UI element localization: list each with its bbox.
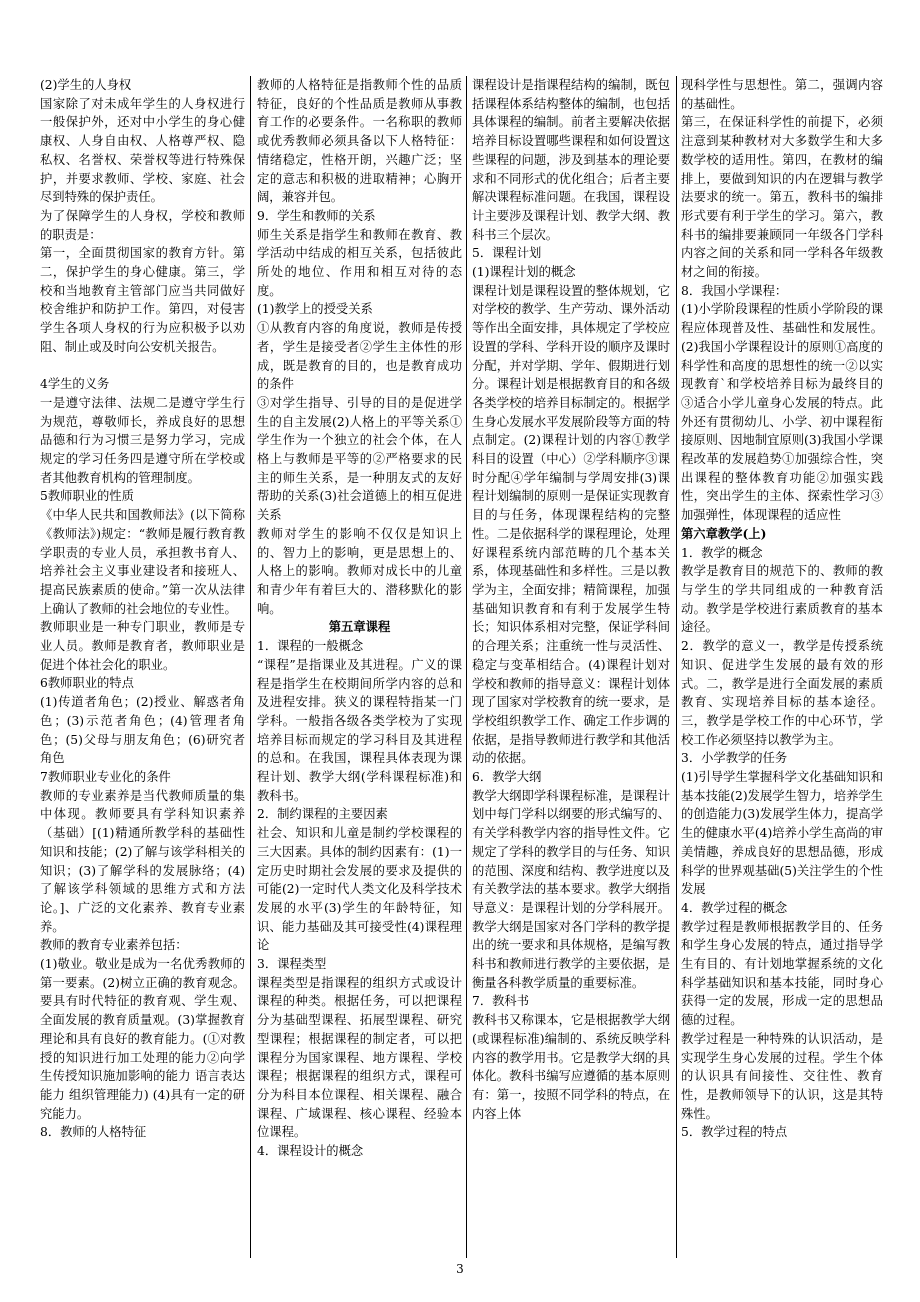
- text-paragraph: 7教师职业专业化的条件: [40, 770, 171, 784]
- text-paragraph: 课程设计是指课程结构的编制，既包括课程体系结构整体的编制，也包括具体课程的编制。前者主要解决依据培养目标设置哪些课程和如何设置这些课程的问题，涉及到基本的理论要求和不同形式的优化组合；后者主要解决课程标准问题。在我国，课程设计主要涉及课程计划、教学大纲、教科书三个层次。: [472, 78, 670, 242]
- blank-line: [40, 357, 245, 376]
- text-paragraph: 教师的专业素养是当代教师质量的集中体现。教师要具有学科知识素养（基础）[(1)精通所教学科的基础性知识和技能；(2)了解与该学科相关的知识；(3)了解学科的发展脉络；(4)了解该学科领域的思维方式和方法论。]、广泛的文化素养、教育专业素养。: [40, 788, 245, 934]
- text-paragraph: 教学是教育目的规范下的、教师的教与学生的学共同组成的一种教育活动。教学是学校进行素质教育的基本途径。: [681, 564, 883, 635]
- text-paragraph: 《中华人民共和国教师法》(以下简称《教师法》)规定：“教师是履行教育教学职责的专业人员，承担教书育人、培养社会主义事业建设者和接班人、提高民族素质的使命。”第一次从法律上确认了教师的社会地位的专业性。: [40, 508, 245, 616]
- text-paragraph: 课程计划是课程设置的整体规划，它对学校的教学、生产劳动、课外活动等作出全面安排，具体规定了学校应设置的学科、学科开设的顺序及课时分配，并对学期、学年、假期进行划分。课程计划是根据教育目的和各级各类学校的培养目标制定的。根据学生身心发展水平发展阶段等方面的特点制定。(2)课程计划的内容①教学科目的设置（中心）②学科顺序③课时分配④学年编制与学周安排(3)课程计划编制的原则一是保证实现教育目的与任务，体现课程结构的完整性。二是依据科学的课程理论，处理好课程系统内部范畴的几个基本关系，体现基础性和多样性。三是以教学为主，全面安排；精简课程，加强基础知识教育和有利于发展学生特长；知识体系相对完整，保证学科间的合理关系；注重统一性与灵活性、稳定与变革相结合。(4)课程计划对学校和教师的指导意义：课程计划体现了国家对学校教育的统一要求，是学校组织教学工作、确定工作步调的依据，是指导教师进行教学和其他活动的依据。: [472, 283, 670, 766]
- column-divider: [466, 76, 467, 1258]
- text-paragraph: 第一，全面贯彻国家的教育方针。第二，保护学生的身心健康。第三，学校和当地教育主管部门应当共同做好校舍维护和防护工作。第四，对侵害学生各项人身权的行为应积极予以劝阻、制止或及时向公安机关报告。: [40, 246, 245, 354]
- text-paragraph: 教师的教育专业素养包括：: [40, 938, 188, 953]
- text-paragraph: 7．教科书: [472, 994, 530, 1009]
- text-paragraph: 4．教学过程的概念: [681, 900, 788, 915]
- section-heading: 第六章教学(上): [681, 525, 767, 541]
- text-paragraph: 国家除了对未成年学生的人身权进行一般保护外，还对中小学生的身心健康权、人身自由权、人格尊严权、隐私权、名誉权、荣誉权等进行特殊保护，并要求教师、学校、家庭、社会尽到特殊的保护责任。: [40, 96, 245, 205]
- text-paragraph: (1)小学阶段课程的性质小学阶段的课程应体现普及性、基础性和发展性。(2)我国小学课程设计的原则①高度的科学性和高度的思想性的统一②以实现教育`和学校培养目标为最终目的③适合小学儿童身心发展的特点。此外还有贯彻幼儿、小学、初中课程衔接原则、因地制宜原则(3)我国小学课程改革的发展趋势①加强综合性，突出课程的整体教育功能②加强实践性，突出学生的主体、探索性学习③加强弹性，体现课程的适应性: [681, 302, 883, 523]
- text-paragraph: 6．教学大纲: [472, 770, 542, 785]
- text-paragraph: 5．教学过程的特点: [681, 1125, 788, 1140]
- text-paragraph: 6教师职业的特点: [40, 676, 134, 691]
- text-paragraph: 4．课程设计的概念: [257, 1144, 364, 1159]
- text-paragraph: 课程类型是指课程的组织方式或设计课程的种类。根据任务，可以把课程分为基础型课程、拓展型课程、研究型课程；根据课程的制定者，可以把课程分为国家课程、地方课程、学校课程；根据课程的组织方式，课程可分为科目本位课程、相关课程、融合课程、广域课程、核心课程、经验本位课程。: [257, 975, 462, 1140]
- text-paragraph: (1)教学上的授受关系: [257, 302, 373, 317]
- text-paragraph: 2．教学的意义一，教学是传授系统知识、促进学生发展的最有效的形式。二，教学是进行全面发展的素质教育、实现培养目标的基本途径。三，教学是学校工作的中心环节，学校工作必须坚持以教学为主。: [681, 639, 883, 747]
- text-paragraph: “课程”是指课业及其进程。广义的课程是指学生在校期间所学内容的总和及进程安排。狭义的课程特指某一门学科。一般指各级各类学校为了实现培养目标而规定的学习科目及其进程的总和。在我国，课程具体表现为课程计划、教学大纲(学科课程标准)和教科书。: [257, 657, 462, 803]
- text-paragraph: 8．教师的人格特征: [40, 1125, 147, 1140]
- text-paragraph: (1)课程计划的概念: [472, 265, 576, 280]
- text-paragraph: 教学过程是一种特殊的认识活动，是实现学生身心发展的过程。学生个体的认识具有间接性、交往性、教育性，是教师领导下的认识，这是其特殊性。: [681, 1031, 883, 1121]
- text-paragraph: 为了保障学生的人身权，学校和教师的职责是：: [40, 208, 245, 242]
- page-number: 3: [456, 1262, 464, 1276]
- text-paragraph: 5．课程计划: [472, 246, 542, 261]
- text-paragraph: 3．小学教学的任务: [681, 751, 788, 766]
- text-paragraph: (2)学生的人身权: [40, 78, 132, 92]
- text-paragraph: 5教师职业的性质: [40, 489, 134, 504]
- text-paragraph: ①从教育内容的角度说，教师是传授者，学生是接受者②学生主体性的形成，既是教育的目的，也是教育成功的条件: [257, 321, 462, 392]
- text-column-2: [257, 76, 462, 1254]
- text-paragraph: 社会、知识和儿童是制约学校课程的三大因素。具体的制约因素有：(1)一定历史时期社会发展的要求及提供的可能(2)一定时代人类文化及科学技术发展的水平(3)学生的年龄特征，知识、能力基础及其可接受性(4)课程理论: [257, 826, 462, 953]
- column-divider: [676, 76, 677, 1258]
- text-paragraph: 2．制约课程的主要因素: [257, 807, 388, 822]
- column-divider: [250, 76, 251, 1258]
- text-paragraph: 1．课程的一般概念: [257, 639, 364, 654]
- text-paragraph: 教师职业是一种专门职业，教师是专业人员。教师是教育者，教师职业是促进个体社会化的职业。: [40, 620, 245, 672]
- text-paragraph: (1)引导学生掌握科学文化基础知识和基本技能(2)发展学生智力，培养学生的创造能力(3)发展学生体力，提高学生的健康水平(4)培养小学生高尚的审美情趣，养成良好的思想品德，形成科学的世界观基础(5)关注学生的个性发展: [681, 770, 883, 897]
- text-column-1: [40, 76, 245, 1254]
- text-paragraph: 教学过程是教师根据教学目的、任务和学生身心发展的特点，通过指导学生有目的、有计划地掌握系统的文化科学基础知识和基本技能，同时身心获得一定的发展，形成一定的思想品德的过程。: [681, 919, 883, 1028]
- text-paragraph: 教师对学生的影响不仅仅是知识上的、智力上的影响，更是思想上的、人格上的影响。教师对成长中的儿童和青少年有着巨大的、潜移默化的影响。: [257, 526, 462, 616]
- text-paragraph: 1．教学的概念: [681, 545, 763, 560]
- text-paragraph: 8．我国小学课程：: [681, 283, 788, 298]
- text-paragraph: (1)传道者角色；(2)授业、解惑者角色；(3)示范者角色；(4)管理者角色；(5)父母与朋友角色；(6)研究者角色: [40, 695, 245, 766]
- text-paragraph: 教学大纲即学科课程标准，是课程计划中每门学科以纲要的形式编写的、有关学科教学内容的指导性文件。它规定了学科的教学目的与任务、知识的范围、深度和结构、教学进度以及有关教学法的基本要求。教学大纲指导意义：是课程计划的分学科展开。教学大纲是国家对各门学科的教学提出的统一要求和具体规格，是编写教科书和教师进行教学的主要依据，是衡量各科教学质量的重要标准。: [472, 788, 670, 990]
- text-paragraph: 教科书又称课本，它是根据教学大纲(或课程标准)编制的、系统反映学科内容的教学用书。它是教学大纲的具体化。教科书编写应遵循的基本原则有：第一，按照不同学科的特点，在内容上体: [472, 1013, 670, 1121]
- text-column-3: [472, 76, 670, 1254]
- text-paragraph: 教师的人格特征是指教师个性的品质特征，良好的个性品质是教师从事教育工作的必要条件。一名称职的教师或优秀教师必须具备以下人格特征：情绪稳定，性格开朗，兴趣广泛；坚定的意志和积极的进取精神；心胸开阔，兼容并包。: [257, 78, 462, 205]
- text-paragraph: 一是遵守法律、法规二是遵守学生行为规范，尊敬师长，养成良好的思想品德和行为习惯三是努力学习，完成规定的学习任务四是遵守所在学校或者其他教育机构的管理制度。: [40, 395, 245, 485]
- text-paragraph: 3．课程类型: [257, 957, 327, 972]
- text-paragraph: 现科学性与思想性。第二，强调内容的基础性。: [681, 78, 883, 111]
- text-paragraph: 第三，在保证科学性的前提下，必须注意到某种教材对大多数学生和大多数学校的适用性。第四，在教材的编排上，要做到知识的内在逻辑与教学法要求的统一。第五，教科书的编排形式要有利于学生的学习。第六，教科书的编排要兼顾同一年级各门学科内容之间的关系和同一学科各年级教材之间的衔接。: [681, 115, 883, 280]
- text-column-4: [681, 76, 883, 1254]
- text-paragraph: 9．学生和教师的关系: [257, 208, 376, 223]
- text-paragraph: ③对学生指导、引导的目的是促进学生的自主发展(2)人格上的平等关系①学生作为一个独立的社会个体，在人格上与教师是平等的②严格要求的民主的师生关系，是一种朋友式的友好帮助的关系(3)社会道德上的相互促进关系: [257, 395, 462, 523]
- text-paragraph: 4学生的义务: [40, 377, 110, 392]
- text-paragraph: 师生关系是指学生和教师在教育、教学活动中结成的相互关系，包括彼此所处的地位、作用和相互对待的态度。: [257, 227, 462, 298]
- text-paragraph: (1)敬业。敬业是成为一名优秀教师的第一要素。(2)树立正确的教育观念。要具有时代特征的教育观、学生观、全面发展的教育质量观。(3)掌握教育理论和具有良好的教育能力。(①对教授的知识进行加工处理的能力②向学生传授知识施加影响的能力 语言表达能力 组织管理能力) (4)具有一定的研究能力。: [40, 957, 245, 1121]
- section-heading: 第五章课程: [328, 619, 391, 635]
